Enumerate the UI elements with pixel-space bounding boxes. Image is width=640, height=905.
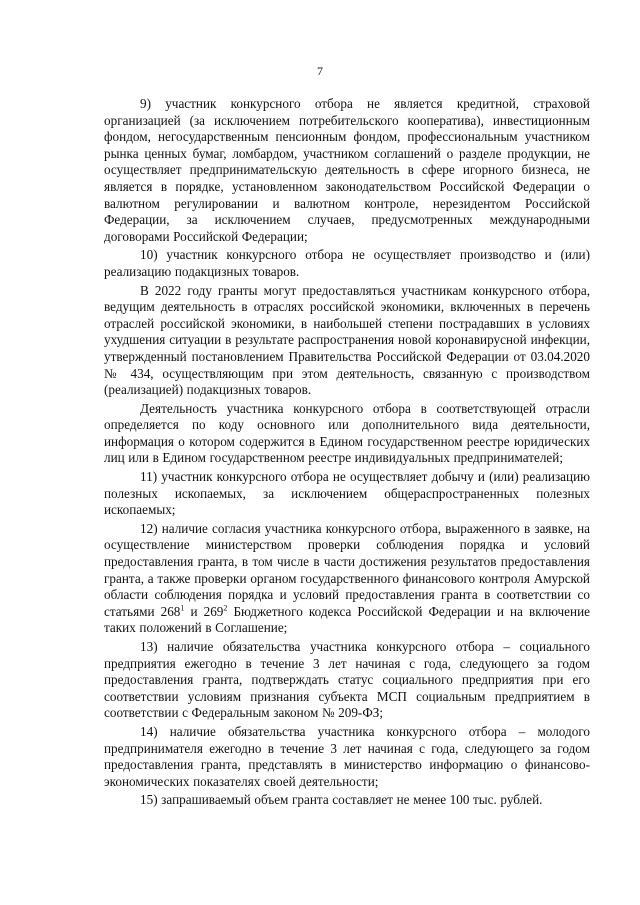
superscript-2: 2 (223, 603, 228, 613)
paragraph-item-11: 11) участник конкурсного отбора не осуществляет добычу и (или) реализацию полезных ископаемых, за исключением общераспространенных полезных ископаемых; (104, 469, 590, 518)
superscript-1: 1 (180, 603, 185, 613)
paragraph-activity-code: Деятельность участника конкурсного отбора в соответствующей отрасли определяется по коду основного или дополнительного вида деятельности, информация о котором содержится в Едином государственном реестре юридических лиц или в Едином государственном реестре индивидуальных предпринимателей; (104, 400, 590, 466)
paragraph-item-12-mid: и 269 (184, 603, 224, 619)
paragraph-item-14: 14) наличие обязательства участника конкурсного отбора – молодого предпринимателя ежегодно в течение 3 лет начиная с года, следующего за годом предоставления гранта, представлять в министерство информацию о финансово-экономических показателях своей деятельности; (104, 723, 590, 789)
paragraph-item-9: 9) участник конкурсного отбора не является кредитной, страховой организацией (за исключением потребительского кооператива), инвестиционным фондом, негосударственным пенсионным фондом, профессиональным участником рынка ценных бумаг, ломбардом, участником соглашений о разделе продукции, не осуществляет предпринимательскую деятельность в сфере игорного бизнеса, не является в порядке, установленном законодательством Российской Федерации о валютном регулировании и валютном контроле, нерезидентом Российской Федерации, за исключением случаев, предусмотренных международными договорами Российской Федерации; (104, 96, 590, 244)
paragraph-item-15: 15) запрашиваемый объем гранта составляет не менее 100 тыс. рублей. (140, 792, 543, 808)
page-number: 7 (317, 64, 323, 78)
paragraph-item-13: 13) наличие обязательства участника конкурсного отбора – социального предприятия ежегодно в течение 3 лет начиная с года, следующего за годом предоставления гранта, подтверждать статус социального предприятия при его соответствии условиям признания субъекта МСП социальным предприятием в соответствии с Федеральным законом № 209-ФЗ; (104, 639, 590, 721)
paragraph-item-12-text: 12) наличие согласия участника конкурсного отбора, выраженного в заявке, на осуществление министерством проверки соблюдения порядка и условий предоставления гранта, в том числе в части достижения результатов предоставления гранта, а также проверки органом государственного финансового контроля Амурской области соблюдения порядка и условий предоставления гранта в соответствии со статьями 268 (104, 520, 590, 619)
paragraph-grants-2022: В 2022 году гранты могут предоставляться участникам конкурсного отбора, ведущим деятельность в отраслях российской экономики, включенных в перечень отраслей российской экономики, в наибольшей степени пострадавших в условиях ухудшения ситуации в результате распространения новой коронавирусной инфекции, утвержденный постановлением Правительства Российской Федерации от 03.04.2020 № 434, осуществляющим при этом деятельность, связанную с производством (реализацией) подакцизных товаров. (104, 282, 590, 398)
paragraph-item-12-tail: Бюджетного кодекса Российской Федерации и на включение таких положений в Соглашение; (104, 603, 590, 636)
paragraph-item-10: 10) участник конкурсного отбора не осуществляет производство и (или) реализацию подакцизных товаров. (104, 247, 590, 279)
paragraph-item-12 (104, 521, 590, 637)
document-body (104, 96, 590, 811)
